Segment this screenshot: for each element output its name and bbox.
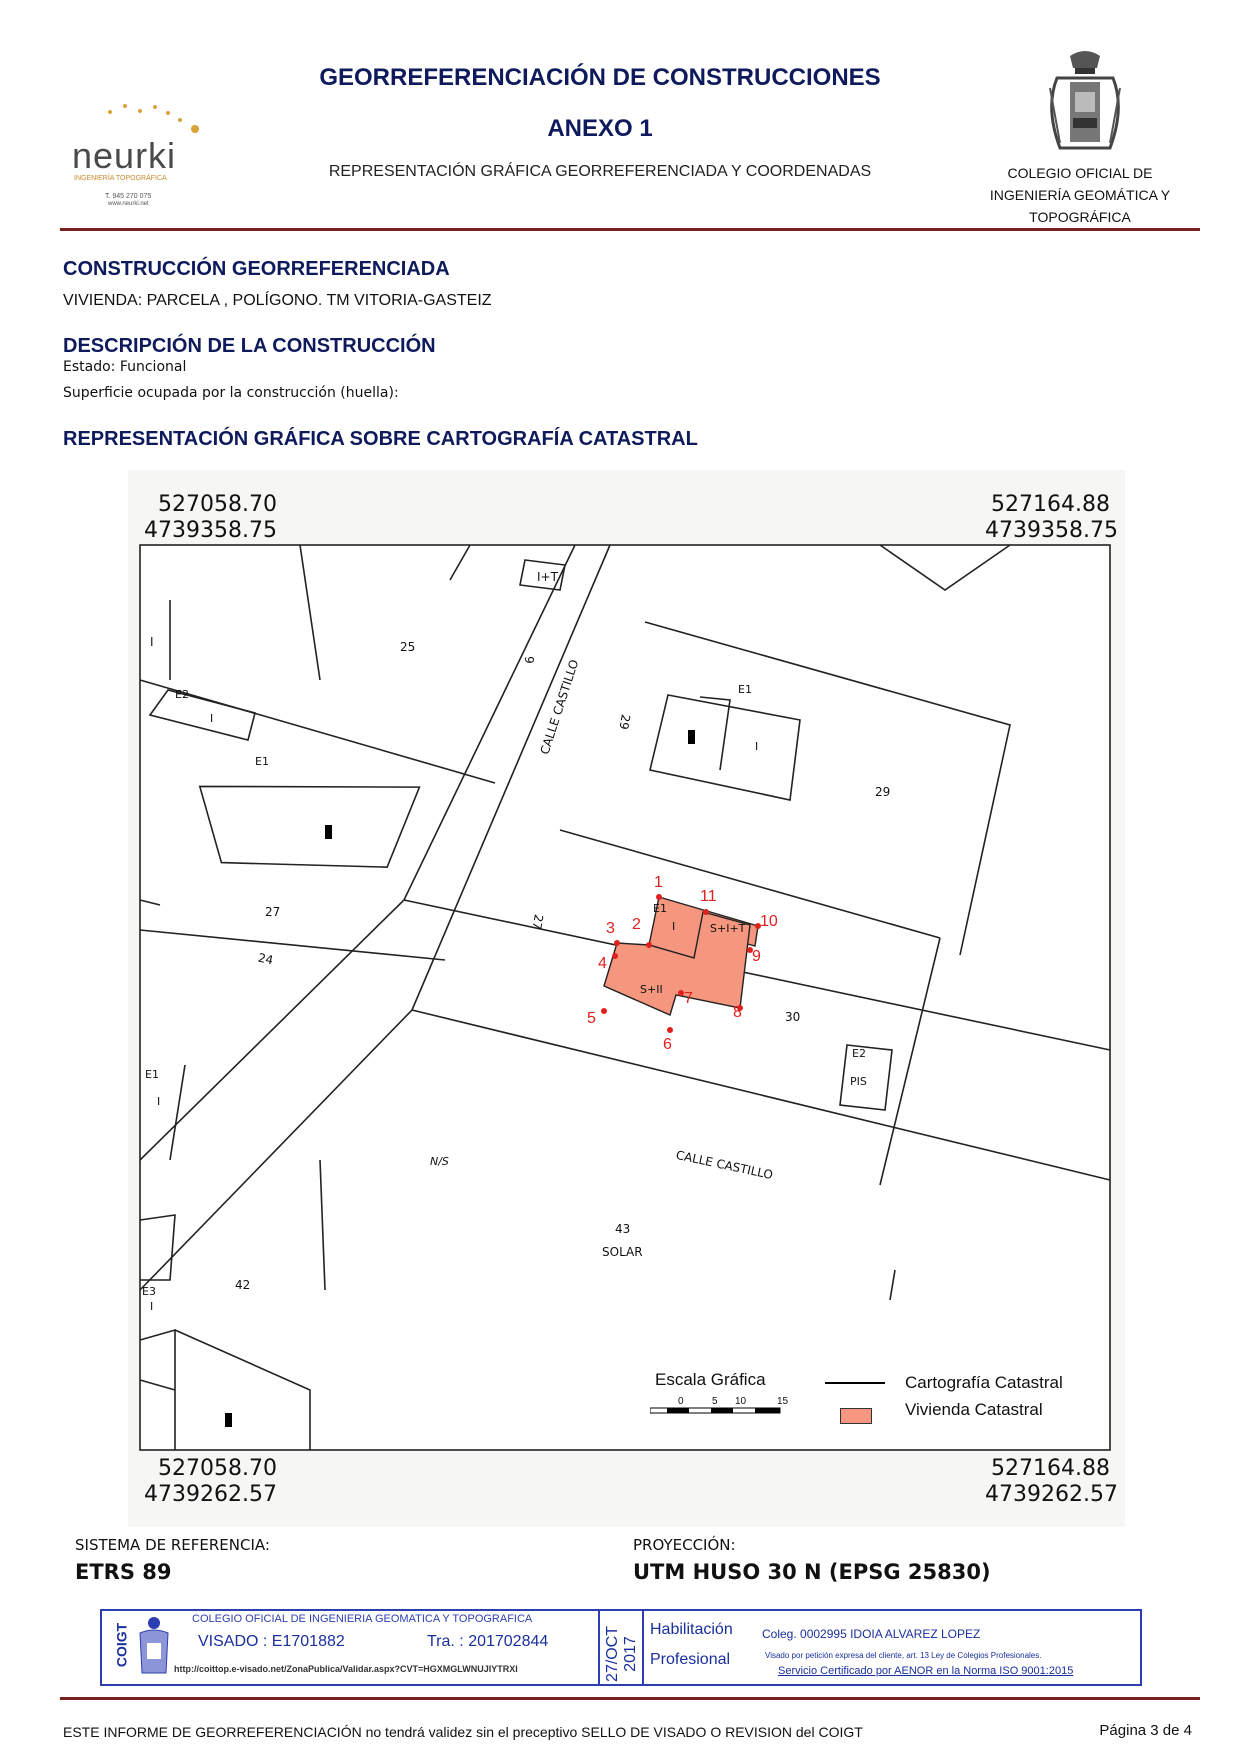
label-ns: N/S	[430, 1155, 449, 1168]
map-legend	[640, 1370, 1100, 1440]
corner-bl-x: 527058.70	[158, 1456, 277, 1481]
footer-divider	[60, 1697, 1200, 1700]
footer-notice: ESTE INFORME DE GEORREFERENCIACIÓN no tendrá validez sin el preceptivo SELLO DE VISADO O REVISION del COIGT	[63, 1724, 863, 1740]
logo-phone: T. 945 270 075	[105, 193, 152, 200]
label-street1: CALLE CASTILLO	[537, 657, 582, 757]
superficie-text: Superficie ocupada por la construcción (huella):	[63, 385, 399, 401]
scale-bar	[650, 1406, 800, 1416]
label-e3: E3	[142, 1285, 156, 1298]
descripcion-heading: DESCRIPCIÓN DE LA CONSTRUCCIÓN	[63, 335, 436, 357]
label-p43: 43	[615, 1222, 631, 1236]
house-label-e1: E1	[653, 902, 667, 915]
visado-side: COIGT	[113, 1622, 130, 1668]
college-line-2: INGENIERÍA GEOMÁTICA Y	[989, 187, 1171, 203]
visado-date: 27/OCT 2017	[604, 1626, 639, 1683]
vertex-6: 6	[663, 1036, 672, 1053]
vertex-1: 1	[654, 874, 663, 891]
label-e2b: E2	[852, 1047, 866, 1060]
corner-br-x: 527164.88	[991, 1456, 1110, 1481]
house-label-sit: S+I+T	[710, 922, 746, 935]
label-i2: I	[210, 712, 214, 725]
page-title: GEORREFERENCIACIÓN DE CONSTRUCCIONES	[319, 64, 881, 91]
corner-tl-x: 527058.70	[158, 492, 277, 517]
construccion-heading: CONSTRUCCIÓN GEORREFERENCIADA	[63, 258, 450, 280]
visado-habilitacion: Habilitación	[650, 1621, 733, 1638]
label-i4: I	[157, 1095, 161, 1108]
vertex-9: 9	[752, 948, 761, 965]
vertex-4: 4	[598, 955, 607, 972]
label-p30: 30	[785, 1010, 801, 1024]
visado-url[interactable]: http://coittop.e-visado.net/ZonaPublica/Validar.aspx?CVT=HGXMGLWNUJIYTRXI	[174, 1664, 518, 1674]
label-e2: E2	[175, 688, 189, 701]
label-street2: CALLE CASTILLO	[674, 1147, 775, 1183]
label-p29: 29	[616, 713, 633, 731]
label-e1b: E1	[738, 683, 752, 696]
label-p9: 9	[521, 656, 536, 664]
label-it: I+T	[537, 570, 558, 584]
visado-number: VISADO : E1701882	[198, 1633, 345, 1650]
vertex-11: 11	[700, 888, 717, 905]
college-line-1: COLEGIO OFICIAL DE	[1007, 165, 1153, 181]
vertex-3: 3	[606, 920, 615, 937]
proyeccion-value: UTM HUSO 30 N (EPSG 25830)	[633, 1560, 991, 1584]
annex-title: ANEXO 1	[547, 115, 653, 142]
corner-tr-x: 527164.88	[991, 492, 1110, 517]
visado-profesional: Profesional	[650, 1651, 731, 1668]
visado-note: Visado por petición expresa del cliente, art. 13 Ley de Colegios Profesionales.	[765, 1651, 1042, 1660]
legend-fill-swatch	[840, 1408, 872, 1424]
label-p42: 42	[235, 1278, 251, 1292]
vertex-7: 7	[684, 990, 693, 1007]
scale-tick-5: 5	[712, 1396, 718, 1407]
house-label-i: I	[672, 920, 676, 933]
label-i5: I	[150, 1300, 154, 1313]
corner-tl-y: 4739358.75	[144, 518, 277, 543]
construccion-text: VIVIENDA: PARCELA , POLÍGONO. TM VITORIA-GASTEIZ	[63, 292, 492, 309]
vertex-2: 2	[632, 916, 641, 933]
scale-tick-0: 0	[678, 1396, 684, 1407]
label-i1: I	[150, 635, 154, 649]
visado-coleg: Coleg. 0002995 IDOIA ALVAREZ LOPEZ	[762, 1627, 981, 1641]
vertex-8: 8	[733, 1004, 742, 1021]
estado-text: Estado: Funcional	[63, 359, 187, 375]
label-p24: 24	[256, 950, 275, 968]
label-e1a: E1	[255, 755, 269, 768]
legend-line-label: Cartografía Catastral	[905, 1373, 1063, 1392]
vertex-5: 5	[587, 1010, 596, 1027]
visado-cert: Servicio Certificado por AENOR en la Norma ISO 9001:2015	[778, 1665, 1074, 1677]
label-p27b: 27	[529, 913, 546, 931]
legend-line-swatch	[825, 1382, 885, 1384]
label-pis: PIS	[850, 1075, 867, 1088]
house-label-sii: S+II	[640, 983, 663, 996]
visado-tra: Tra. : 201702844	[427, 1633, 549, 1650]
representacion-heading: REPRESENTACIÓN GRÁFICA SOBRE CARTOGRAFÍA CATASTRAL	[63, 428, 698, 450]
visado-stamp	[100, 1609, 1142, 1686]
label-solar: SOLAR	[602, 1245, 643, 1259]
corner-br-y: 4739262.57	[985, 1482, 1118, 1507]
proyeccion-label: PROYECCIÓN:	[633, 1536, 736, 1554]
visado-date-box	[598, 1611, 644, 1684]
scale-tick-15: 15	[777, 1396, 789, 1407]
corner-bl-y: 4739262.57	[144, 1482, 277, 1507]
label-i3: I	[755, 740, 759, 753]
scale-title: Escala Gráfica	[655, 1370, 766, 1389]
page-number: Página 3 de 4	[1099, 1722, 1192, 1739]
visado-college: COLEGIO OFICIAL DE INGENIERIA GEOMATICA Y TOPOGRAFICA	[192, 1613, 533, 1625]
label-p29b: 29	[875, 785, 891, 799]
label-p27: 27	[265, 905, 281, 919]
scale-tick-10: 10	[735, 1396, 747, 1407]
college-line-3: TOPOGRÁFICA	[1029, 209, 1131, 225]
vertex-10: 10	[760, 913, 778, 930]
referencia-value: ETRS 89	[75, 1560, 172, 1584]
logo-name: neurki	[72, 135, 177, 176]
label-e1c: E1	[145, 1068, 159, 1081]
corner-tr-y: 4739358.75	[985, 518, 1118, 543]
logo-web: www.neurki.net	[108, 201, 149, 207]
referencia-label: SISTEMA DE REFERENCIA:	[75, 1536, 270, 1554]
logo-tagline: INGENIERÍA TOPOGRÁFICA	[74, 175, 167, 182]
page-subtitle: REPRESENTACIÓN GRÁFICA GEORREFERENCIADA Y COORDENADAS	[328, 163, 872, 180]
label-p25: 25	[400, 640, 416, 654]
legend-fill-label: Vivienda Catastral	[905, 1400, 1043, 1419]
visado-crest-icon	[132, 1615, 177, 1680]
